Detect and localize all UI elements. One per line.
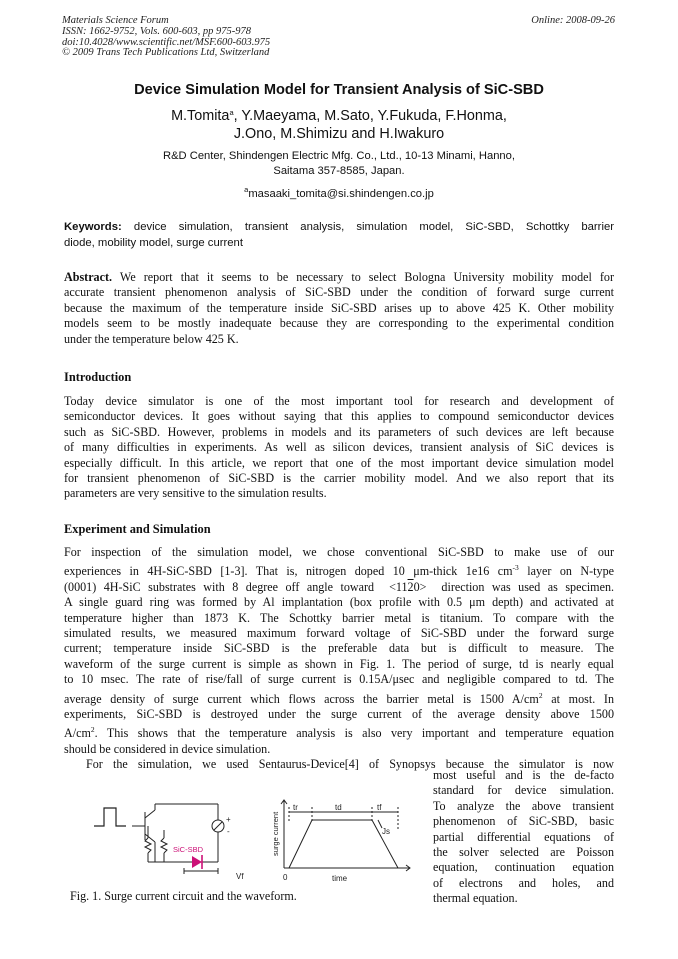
y-axis-label: surge current — [271, 811, 280, 856]
journal-header — [62, 16, 270, 59]
author-line-2: J.Ono, M.Shimizu and H.Iwakuro — [233, 126, 445, 142]
introduction-body: Today device simulator is one of the most important tool for research and development of semiconductor devices. It goes without saying that this applies to compound semiconductor devices such as SiC-SBD. However, problems in models and its parameters of such devices are left because of many difficulties in experiments. As well as silicon devices, transient analysis of SiC devices is especially difficult. In this article, we report that one of the most important device simulation model for transient phenomenon of SiC-SBD is the carrier mobility model. And we also report that its parameters are very sensitive to the simulation results. — [64, 394, 614, 501]
experiment-heading: Experiment and Simulation — [64, 522, 211, 536]
surge-waveform-plot — [281, 800, 410, 871]
td-label: td — [335, 803, 342, 812]
figure-1 — [60, 790, 430, 890]
abstract-label: Abstract. — [64, 270, 113, 284]
plus-label: + — [226, 815, 231, 824]
tf-label: tf — [377, 803, 382, 812]
device-label: SiC-SBD — [173, 845, 204, 854]
experiment-body-continued: most useful and is the de-facto standard for device simulation. To analyze the above transient phenomenon of SiC-SBD, basic partial differential equations of the solver selected are Poisson equation, continuation equation of electrons and holes, and thermal equation. — [433, 768, 614, 906]
author-list — [0, 104, 678, 143]
vf-label: Vf — [236, 872, 244, 881]
figure-caption: Fig. 1. Surge current circuit and the waveform. — [70, 889, 297, 903]
minus-label: - — [227, 827, 230, 836]
online-date: Online: 2008-09-26 — [531, 15, 615, 26]
x-axis-label: time — [332, 874, 348, 883]
keywords: Keywords: device simulation, transient analysis, simulation model, SiC-SBD, Schottky barrier diode, mobility model, surge current — [64, 221, 614, 249]
paper-title: Device Simulation Model for Transient Analysis of SiC-SBD — [134, 82, 544, 98]
doi: doi:10.4028/www.scientific.net/MSF.600-603.975 — [62, 36, 271, 48]
author-email: $^a$masaaki_tomita@si.shindengen.co.jp — [244, 185, 434, 200]
sic-sbd-diode-icon — [192, 855, 202, 869]
js-label: Js — [382, 827, 390, 836]
affiliation: R&D Center, Shindengen Electric Mfg. Co., Ltd., 10-13 Minami, Hanno, Saitama 357-8585, Japan. — [163, 150, 515, 177]
origin-label: 0 — [283, 873, 288, 882]
introduction-heading: Introduction — [64, 370, 132, 384]
abstract: Abstract. We report that it seems to be necessary to select Bologna University mobility model for accurate transient phenomenon analysis of SiC-SBD under the condition of forward surge current because the maximum of the temperature inside SiC-SBD arises up to above 425 K. Other mobility models seem to be mostly inadequate because they are corresponding to the experimental condition under the temperature below 425 K. — [64, 270, 615, 346]
surge-circuit-diagram — [132, 804, 224, 874]
experiment-body: For inspection of the simulation model, we chose conventional SiC-SBD to make use of our experiences in 4H-SiC-SBD [1-3]. That is, nitrogen doped 10 μm-thick 1e16 $cm^{-3}$ layer on N-type (0001) 4H-SiC substrates with 8 degree off angle toward <1120> direction was used as specimen. A single guard ring was formed by Al implantation (box profile with 0.5 μm depth) and activated at temperature higher than 1873 K. The Schottky barrier metal is titanium. To compare with the simulated results, we measured maximum forward voltage of SiC-SBD under the forward surge current; temperature inside SiC-SBD is the preferable data but is difficult to measure. The waveform of the surge current is simple as shown in Fig. 1. The period of surge, td is nearly equal to 10 msec. The rate of rise/fall of surge current is 0.15A/μsec and negligible compared to td. The average density of surge current which flows across the barrier metal is 1500 $A/cm^2$ at most. In experiments, SiC-SBD is destroyed under the surge current of the average density above 1500 $A/cm^2$. This shows that the temperature analysis is also very important and temperature equation should be considered in device simulation. For the simulation, we used Sentaurus-Device[4] of Synopsys because the simulator is now — [64, 545, 615, 772]
journal-name: Materials Science Forum — [62, 15, 169, 26]
issn: ISSN: 1662-9752, Vols. 600-603, pp 975-978 — [62, 25, 251, 37]
copyright: © 2009 Trans Tech Publications Ltd, Switzerland — [62, 47, 270, 59]
crystal-direction: <1120> — [389, 579, 427, 594]
tr-label: tr — [293, 803, 298, 812]
keywords-label: Keywords: — [64, 221, 122, 233]
author-line-1: M.Tomita$^a$, Y.Maeyama, M.Sato, Y.Fukuda, F.Honma, — [171, 108, 507, 124]
pulse-source-icon — [94, 808, 126, 826]
